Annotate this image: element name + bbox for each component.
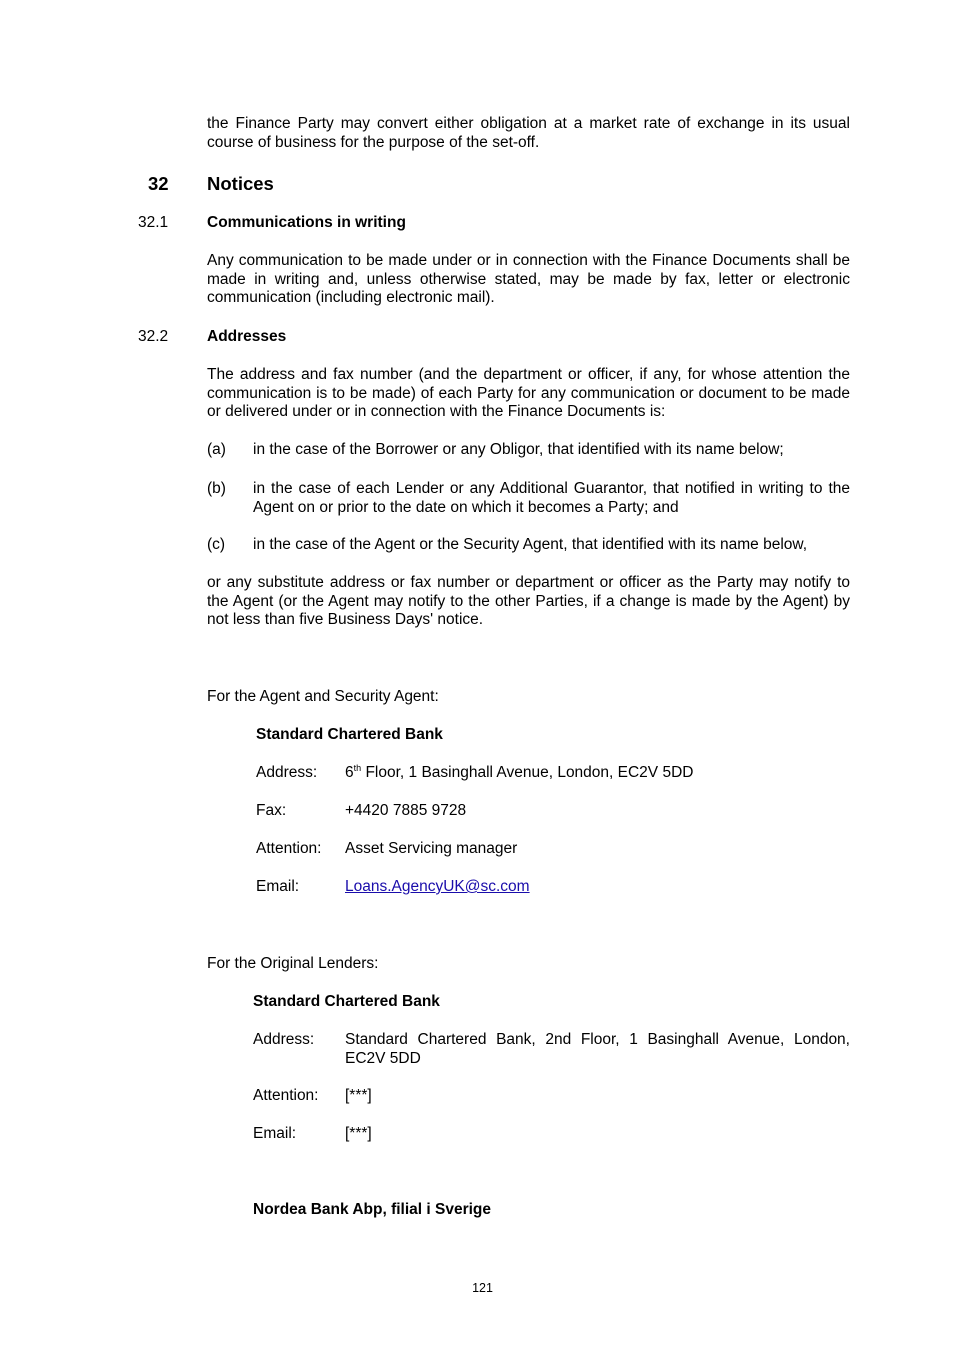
agent-address-label: Address: bbox=[256, 764, 318, 781]
agent-attention-label: Attention: bbox=[256, 840, 322, 857]
list-item: in the case of the Agent or the Security Agent, that identified with its name below, bbox=[253, 536, 808, 553]
list-item-marker: (c) bbox=[207, 536, 226, 553]
list-item-marker: (a) bbox=[207, 441, 226, 458]
clause-heading-32-2: Addresses bbox=[207, 328, 287, 345]
list-item-marker: (b) bbox=[207, 480, 226, 497]
agent-intro: For the Agent and Security Agent: bbox=[207, 688, 439, 705]
lenders-bank-name: Standard Chartered Bank bbox=[253, 993, 440, 1010]
lenders-email: [***] bbox=[345, 1125, 372, 1142]
lenders-attention: [***] bbox=[345, 1087, 372, 1104]
page-number: 121 bbox=[472, 1281, 493, 1295]
lenders-email-label: Email: bbox=[253, 1125, 297, 1142]
list-item: in the case of the Borrower or any Obligor, that identified with its name below; bbox=[253, 441, 784, 458]
clause-body-32-1: Any communication to be made under or in connection with the Finance Documents shall be made in writing and, unless otherwise stated, may be made by fax, letter or electronic communication (including electronic mail). bbox=[207, 252, 850, 306]
list-item: in the case of each Lender or any Additional Guarantor, that notified in writing to the Agent on or prior to the date on which it becomes a Party; and bbox=[253, 480, 850, 516]
agent-fax-label: Fax: bbox=[256, 802, 287, 819]
closing-paragraph: or any substitute address or fax number or department or officer as the Party may notify to the Agent (or the Agent may notify to the other Parties, if a change is made by the Agent) by not less than five Business Days' notice. bbox=[207, 574, 850, 628]
section-number: 32 bbox=[148, 173, 169, 194]
agent-fax: +4420 7885 9728 bbox=[345, 802, 467, 819]
clause-body-32-2: The address and fax number (and the department or officer, if any, for whose attention the communication is to be made) of each Party for any communication or document to be made or delivered under or in connection with the Finance Documents is: bbox=[207, 366, 850, 420]
second-bank-name: Nordea Bank Abp, filial i Sverige bbox=[253, 1201, 492, 1218]
agent-email-link[interactable]: Loans.AgencyUK@sc.com bbox=[345, 878, 530, 895]
agent-attention: Asset Servicing manager bbox=[345, 840, 518, 857]
lenders-address-label: Address: bbox=[253, 1031, 315, 1048]
agent-email-label: Email: bbox=[256, 878, 300, 895]
lenders-intro: For the Original Lenders: bbox=[207, 955, 379, 972]
continuation-paragraph: the Finance Party may convert either obligation at a market rate of exchange in its usual course of business for the purpose of the set-off. bbox=[207, 115, 850, 151]
lenders-attention-label: Attention: bbox=[253, 1087, 319, 1104]
clause-number-32-1: 32.1 bbox=[138, 214, 169, 231]
section-title: Notices bbox=[207, 173, 274, 194]
clause-number-32-2: 32.2 bbox=[138, 328, 169, 345]
agent-address: 6th Floor, 1 Basinghall Avenue, London, EC2V 5DD bbox=[345, 762, 694, 781]
clause-heading-32-1: Communications in writing bbox=[207, 214, 406, 231]
agent-bank-name: Standard Chartered Bank bbox=[256, 726, 443, 743]
lenders-address: Standard Chartered Bank, 2nd Floor, 1 Basinghall Avenue, London, EC2V 5DD bbox=[345, 1031, 850, 1067]
